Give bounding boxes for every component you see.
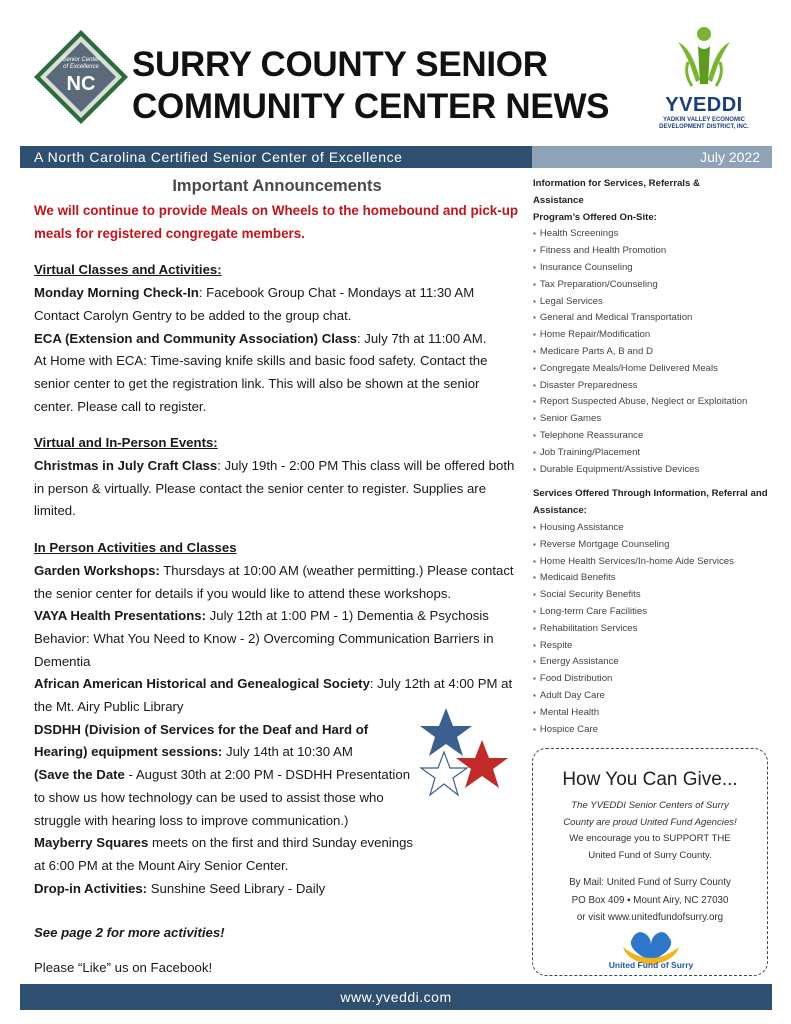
header: [0, 0, 791, 142]
list-item: ▪ Long-term Care Facilities: [533, 604, 773, 621]
give-italic-line: The YVEDDI Senior Centers of Surry County are proud United Fund Agencies!: [563, 800, 737, 828]
announcement-item: (Save the Date - August 30th at 2:00 PM - DSDHH Presentation to show us how technology can be used to assist those who struggle with hearing loss to improve communication.): [34, 767, 411, 828]
list-item: ▪ Fitness and Health Promotion: [533, 243, 773, 260]
meals-notice: We will continue to provide Meals on Wheels to the homebound and pick-up meals for registered congregate members.: [34, 203, 519, 241]
announcement-item: DSDHH (Division of Services for the Deaf and Hard of Hearing) equipment sessions: July 14th at 10:30 AM: [34, 721, 369, 760]
announcements-heading: Important Announcements: [172, 177, 382, 195]
footer-website[interactable]: www.yveddi.com: [20, 984, 772, 1010]
list-item: ▪ General and Medical Transportation: [533, 310, 773, 327]
announcement-item: VAYA Health Presentations: July 12th at 1:00 PM - 1) Dementia & Psychosis Behavior: What You Need to Know - 2) Overcoming Communication Barriers in Dementia: [34, 608, 494, 669]
onsite-programs-list: [533, 226, 773, 478]
sidebar-heading: Information for Services, Referrals &: [533, 178, 700, 189]
list-item: ▪ Housing Assistance: [533, 520, 773, 537]
svg-text:NC: NC: [66, 73, 96, 95]
section-virtual-classes: [34, 259, 520, 418]
list-item: ▪ Congregate Meals/Home Delivered Meals: [533, 361, 773, 378]
list-item: ▪ Hospice Care: [533, 722, 773, 739]
announcement-item: Garden Workshops: Thursdays at 10:00 AM (weather permitting.) Please contact the senior center for details if you would like to attend these workshops.: [34, 562, 514, 601]
sidebar-heading: Assistance: [533, 194, 584, 206]
list-item: ▪ Home Repair/Modification: [533, 327, 773, 344]
yveddi-logo: [648, 22, 760, 137]
banner: [20, 146, 772, 168]
list-item: ▪ Rehabilitation Services: [533, 621, 773, 638]
announcement-item: Monday Morning Check-In: Facebook Group Chat - Mondays at 11:30 AM: [34, 285, 475, 301]
onsite-programs-heading: Program’s Offered On-Site:: [533, 211, 657, 223]
section-title: Virtual and In-Person Events:: [34, 435, 218, 451]
list-item: ▪ Health Screenings: [533, 226, 773, 243]
united-fund-logo-text: United Fund of Surry: [608, 960, 694, 970]
list-item: ▪ Energy Assistance: [533, 654, 773, 671]
referral-services-list: [533, 520, 773, 738]
yveddi-subtitle: YADKIN VALLEY ECONOMIC DEVELOPMENT DISTRICT, INC.: [659, 117, 749, 130]
list-item: ▪ Job Training/Placement: [533, 445, 773, 462]
list-item: ▪ Tax Preparation/Counseling: [533, 277, 773, 294]
list-item: ▪ Home Health Services/In-home Aide Services: [533, 554, 773, 571]
section-title: In Person Activities and Classes: [34, 540, 237, 556]
list-item: ▪ Legal Services: [533, 294, 773, 311]
list-item: ▪ Medicare Parts A, B and D: [533, 344, 773, 361]
list-item: ▪ Insurance Counseling: [533, 260, 773, 277]
list-item: ▪ Senior Games: [533, 411, 773, 428]
section-virtual-in-person-events: [34, 432, 520, 523]
united-fund-website-link[interactable]: or visit www.unitedfundofsurry.org: [576, 912, 724, 923]
title-line-2: COMMUNITY CENTER NEWS: [132, 87, 610, 126]
list-item: ▪ Food Distribution: [533, 671, 773, 688]
list-item: ▪ Disaster Preparedness: [533, 378, 773, 395]
give-mailing-address: By Mail: United Fund of Surry County PO Box 409 ▪ Mount Airy, NC 27030 or visit www.unitedfundofsurry.org: [533, 874, 767, 927]
list-item: ▪ Respite: [533, 638, 773, 655]
svg-text:of Excellence: of Excellence: [63, 64, 99, 70]
list-item: ▪ Adult Day Care: [533, 688, 773, 705]
announcement-item: Contact Carolyn Gentry to be added to the group chat.: [34, 307, 352, 323]
facebook-prompt: Please “Like” us on Facebook!: [34, 960, 213, 976]
svg-text:Senior Center: Senior Center: [62, 57, 100, 63]
referral-services-heading: Assistance:: [533, 505, 587, 517]
referral-services-heading: Services Offered Through Information, Referral and: [533, 488, 768, 500]
list-item: ▪ Reverse Mortgage Counseling: [533, 537, 773, 554]
give-heading: How You Can Give...: [562, 769, 738, 790]
announcement-item: African American Historical and Genealogical Society: July 12th at 4:00 PM at the Mt. Airy Public Library: [34, 676, 513, 715]
banner-date: July 2022: [532, 146, 772, 168]
list-item: ▪ Social Security Benefits: [533, 587, 773, 604]
announcement-item: At Home with ECA: Time-saving knife skills and basic food safety. Contact the senior center to get the registration link. This will also be shown at the senior center. Please call to register.: [34, 353, 488, 414]
announcements-column: [34, 176, 520, 1003]
announcement-item: ECA (Extension and Community Association) Class: July 7th at 11:00 AM.: [34, 330, 487, 346]
section-title: Virtual Classes and Activities:: [34, 262, 222, 278]
banner-tagline: A North Carolina Certified Senior Center of Excellence: [20, 146, 532, 168]
announcement-item: Mayberry Squares meets on the first and third Sunday evenings at 6:00 PM at the Mount Airy Senior Center.: [34, 835, 413, 873]
services-sidebar: [533, 176, 773, 738]
announcement-item: Drop-in Activities: Sunshine Seed Library - Daily: [34, 880, 326, 896]
yveddi-figures-icon: [648, 22, 760, 94]
list-item: ▪ Mental Health: [533, 705, 773, 722]
how-you-can-give-box: [532, 748, 768, 976]
give-support-text: We encourage you to SUPPORT THE United Fund of Surry County.: [569, 833, 731, 861]
yveddi-wordmark: YVEDDI: [665, 94, 743, 116]
senior-center-excellence-badge: [32, 28, 130, 126]
announcement-item: Christmas in July Craft Class: July 19th - 2:00 PM This class will be offered both in person & virtually. Please contact the senior center to register. Supplies are limited.: [34, 458, 515, 519]
list-item: ▪ Durable Equipment/Assistive Devices: [533, 462, 773, 479]
see-page-2-note: See page 2 for more activities!: [34, 925, 225, 941]
list-item: ▪ Medicaid Benefits: [533, 570, 773, 587]
list-item: ▪ Report Suspected Abuse, Neglect or Exploitation: [533, 394, 773, 411]
title-line-1: SURRY COUNTY SENIOR: [132, 45, 548, 84]
list-item: ▪ Telephone Reassurance: [533, 428, 773, 445]
page-title: [132, 44, 642, 128]
stars-decoration-icon: [416, 706, 512, 804]
